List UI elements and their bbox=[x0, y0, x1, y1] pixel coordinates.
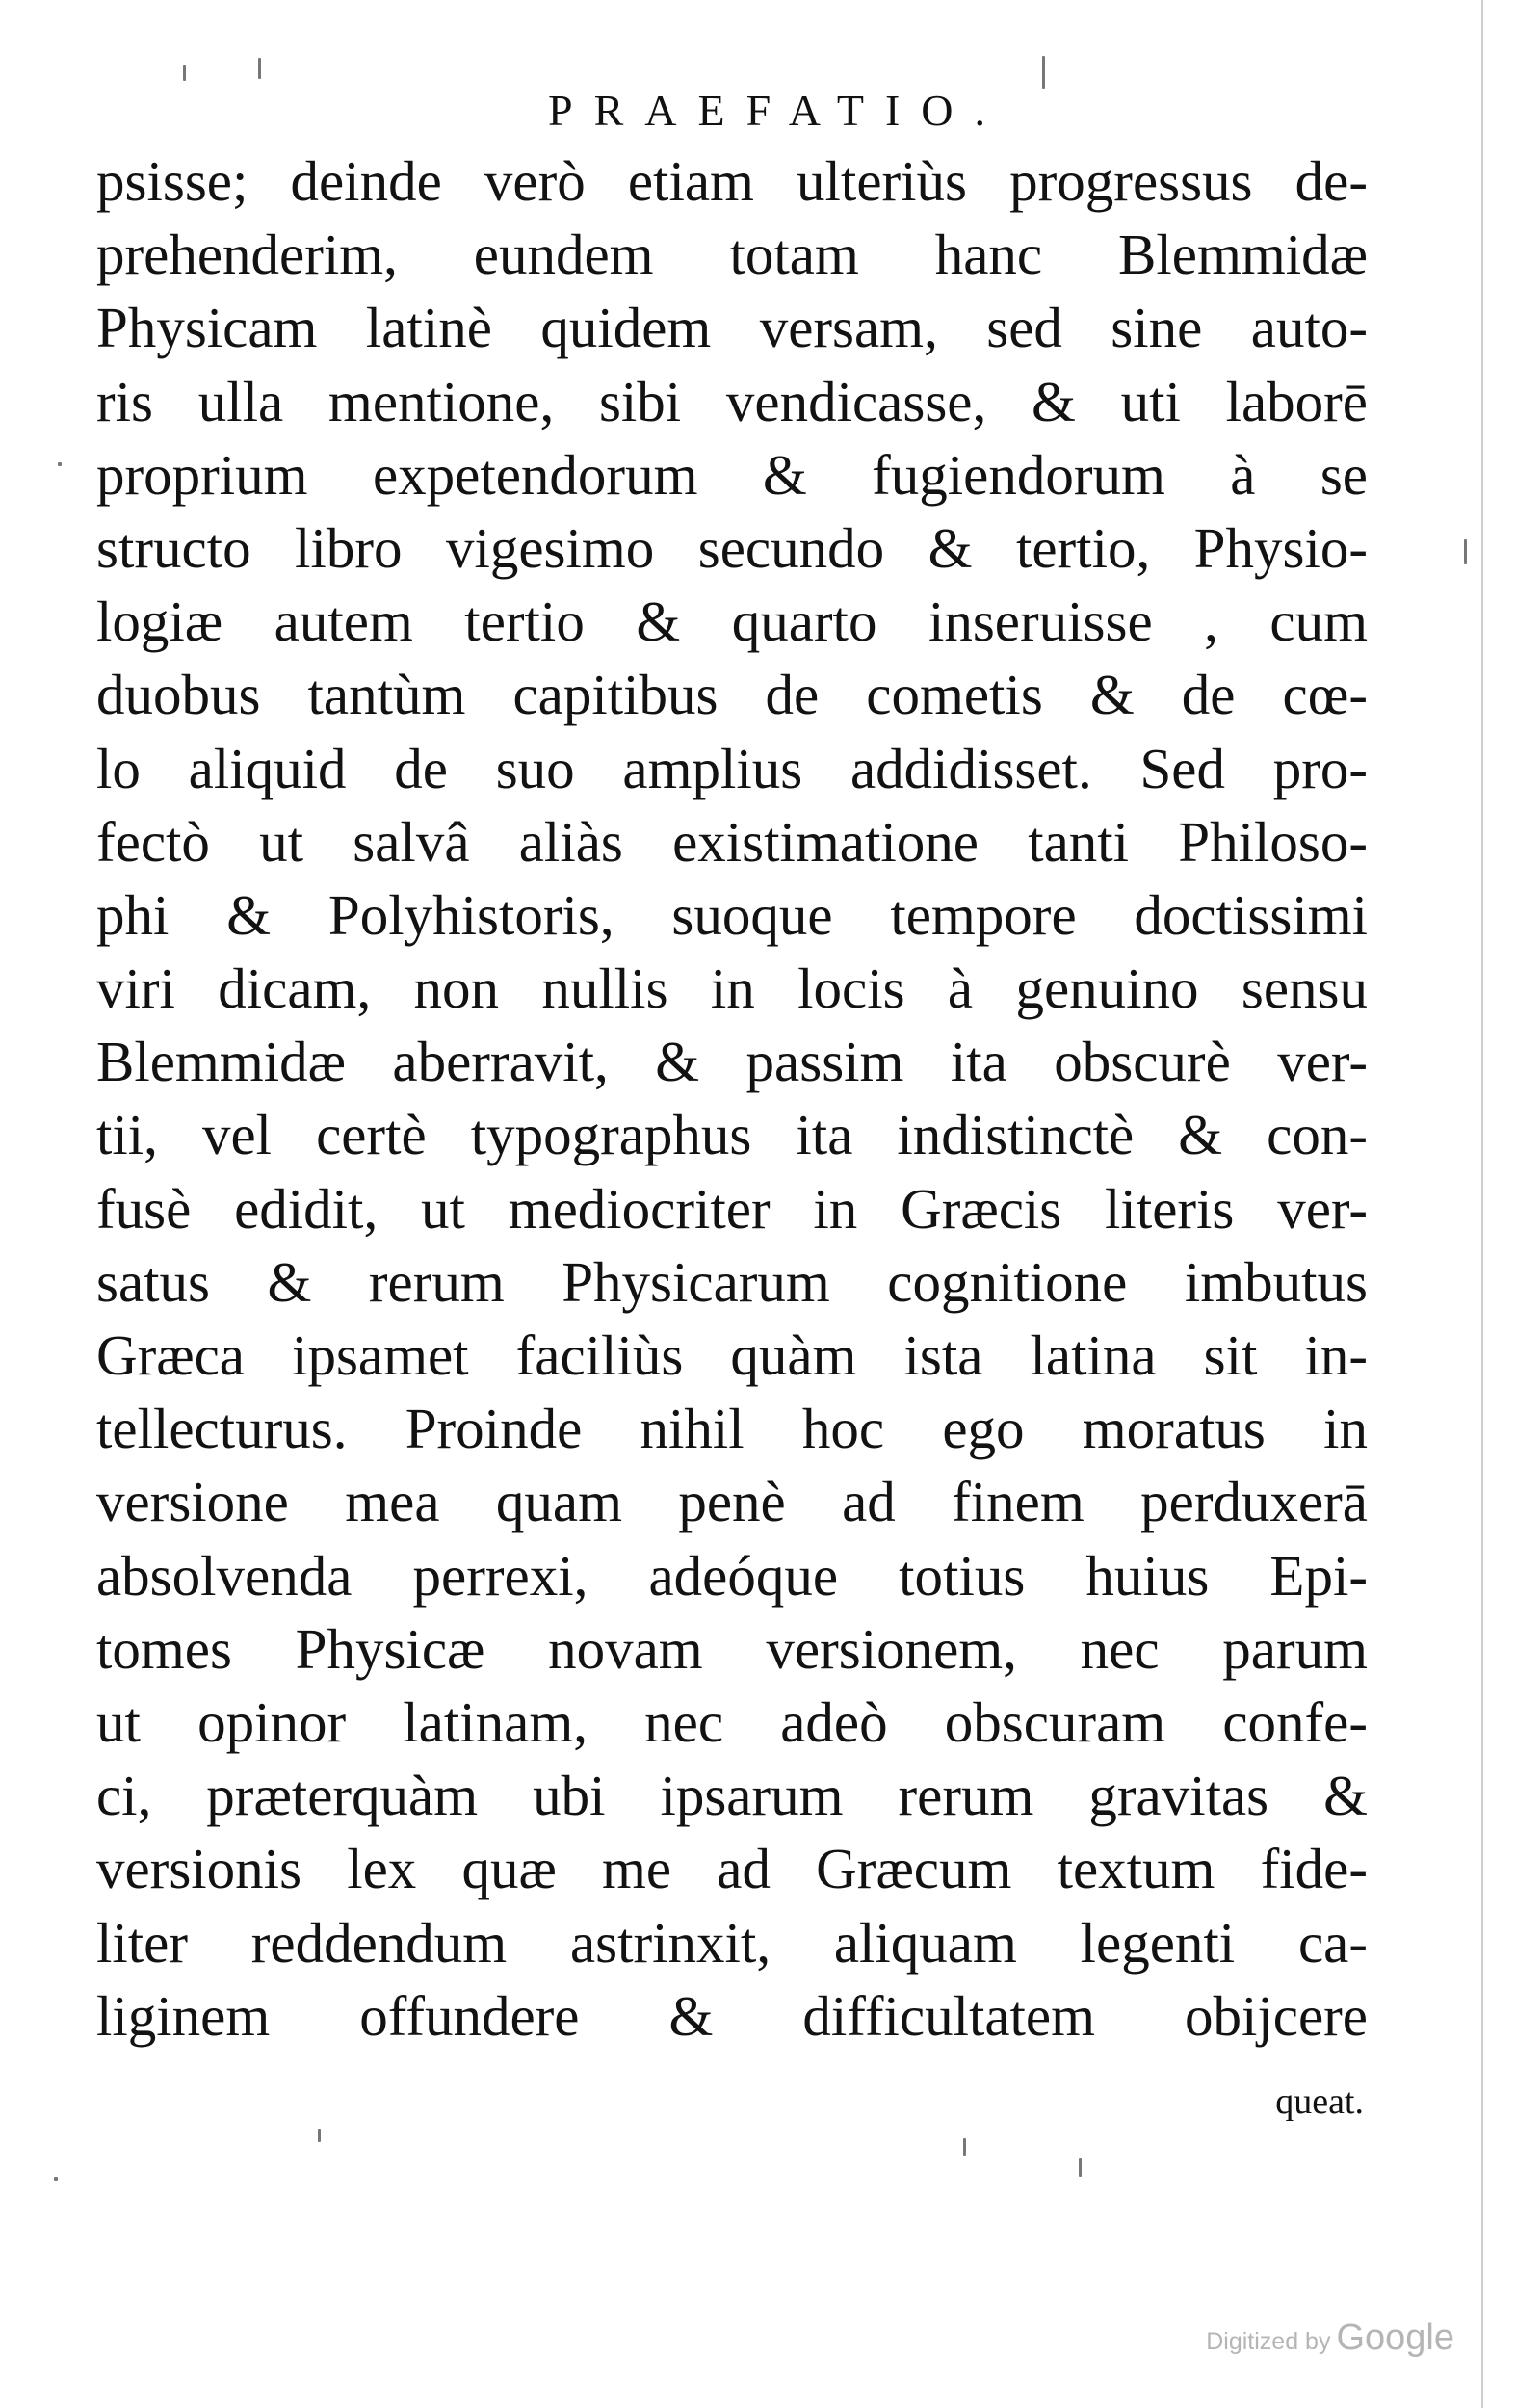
text-line: Blemmidæ aberravit, & passim ita obscurè ver- bbox=[96, 1030, 1368, 1094]
text-line: phi & Polyhistoris, suoque tempore doctissimi bbox=[96, 882, 1368, 947]
catchword: queat. bbox=[1275, 2081, 1364, 2122]
text-line: lo aliquid de suo amplius addidisset. Sed pro- bbox=[96, 736, 1368, 800]
running-head-text: PRAEFATIO. bbox=[547, 86, 1006, 135]
scan-speck bbox=[258, 58, 261, 79]
text-line: versionis lex quæ me ad Græcum textum fide- bbox=[96, 1837, 1368, 1901]
scan-speck bbox=[963, 2138, 966, 2156]
text-line: fectò ut salvâ aliàs existimatione tanti Philoso- bbox=[96, 809, 1368, 874]
text-line: ci, præterquàm ubi ipsarum rerum gravitas & bbox=[96, 1764, 1368, 1828]
text-line: Physicam latinè quidem versam, sed sine auto- bbox=[96, 296, 1368, 360]
text-line: tellecturus. Proinde nihil hoc ego moratus in bbox=[96, 1397, 1368, 1461]
text-line: Græca ipsamet faciliùs quàm ista latina sit in- bbox=[96, 1323, 1368, 1387]
text-line: liginem offundere & difficultatem obijcere bbox=[96, 1983, 1368, 2048]
text-line: logiæ autem tertio & quarto inseruisse , cum bbox=[96, 589, 1368, 654]
scan-speck bbox=[183, 65, 186, 81]
text-line: fusè edidit, ut mediocriter in Græcis literis ver- bbox=[96, 1176, 1368, 1241]
running-head bbox=[0, 86, 1516, 135]
text-line: duobus tantùm capitibus de cometis & de cœ- bbox=[96, 663, 1368, 727]
scan-speck bbox=[58, 462, 62, 466]
scan-speck bbox=[54, 2177, 58, 2181]
text-line: viri dicam, non nullis in locis à genuino sensu bbox=[96, 956, 1368, 1021]
text-line: versione mea quam penè ad finem perduxerā bbox=[96, 1470, 1368, 1534]
text-line: ris ulla mentione, sibi vendicasse, & uti laborē bbox=[96, 369, 1368, 433]
text-line: tii, vel certè typographus ita indistinctè & con- bbox=[96, 1103, 1368, 1167]
text-line: liter reddendum astrinxit, aliquam legenti ca- bbox=[96, 1910, 1368, 1975]
binding-edge bbox=[1481, 0, 1483, 2408]
text-line: absolvenda perrexi, adeóque totius huius Epi- bbox=[96, 1543, 1368, 1608]
scan-speck bbox=[1464, 539, 1467, 564]
watermark-brand: Google bbox=[1336, 2317, 1454, 2358]
text-line: ut opinor latinam, nec adeò obscuram confe- bbox=[96, 1689, 1368, 1754]
scan-speck bbox=[1079, 2158, 1082, 2177]
scan-speck bbox=[318, 2129, 321, 2142]
text-line: satus & rerum Physicarum cognitione imbutus bbox=[96, 1249, 1368, 1314]
watermark-prefix: Digitized by bbox=[1206, 2328, 1331, 2355]
digitized-watermark bbox=[1206, 2319, 1454, 2356]
text-line: structo libro vigesimo secundo & tertio, Physio- bbox=[96, 515, 1368, 580]
text-line: psisse; deinde verò etiam ulteriùs progressus de- bbox=[96, 149, 1368, 213]
body-text bbox=[96, 144, 1368, 2053]
text-line: tomes Physicæ novam versionem, nec parum bbox=[96, 1616, 1368, 1681]
text-line: proprium expetendorum & fugiendorum à se bbox=[96, 442, 1368, 507]
text-line: prehenderim, eundem totam hanc Blemmidæ bbox=[96, 222, 1368, 287]
scan-speck bbox=[1042, 56, 1045, 89]
